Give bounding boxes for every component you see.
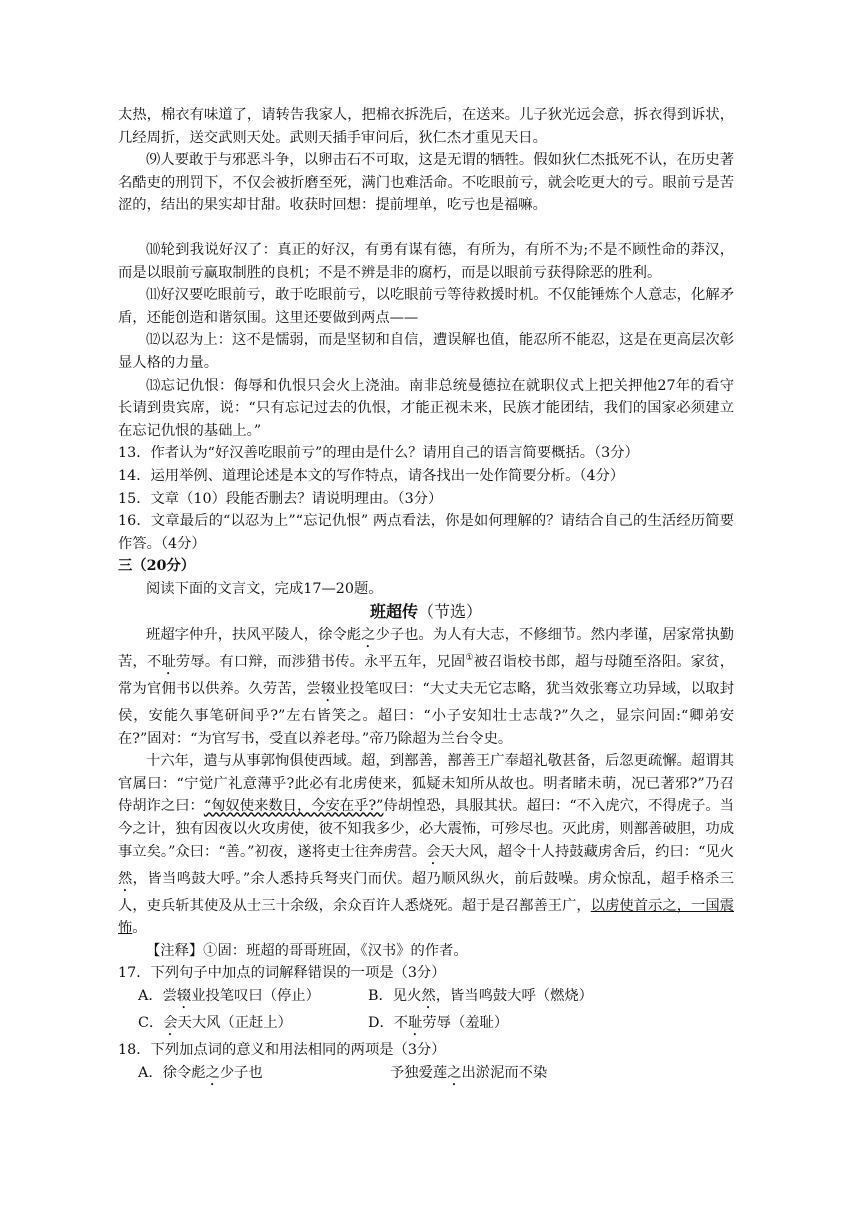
question-13: 13．作者认为“好汉善吃眼前亏”的理由是什么？请用自己的语言简要概括。（3分） [118, 445, 639, 462]
question-17: 17．下列句子中加点的词解释错误的一项是（3分） [118, 965, 446, 982]
passage-title: 班超传 [369, 602, 418, 622]
section-heading [118, 555, 734, 578]
dotted-char: 之 [361, 627, 376, 644]
question-14: 14．运用举例、道理论述是本文的写作特点，请各找出一处作简要分析。（4分） [118, 467, 625, 484]
passage-subtitle: （节选） [418, 602, 483, 622]
underlined-sentence: 以虏使首示之，一国震怖 [118, 897, 734, 937]
dotted-char: 会 [426, 843, 441, 860]
reading-instruction: 阅读下面的文言文，完成17—20题。 [146, 580, 383, 597]
question-18: 18．下列加点词的意义和用法相同的两项是（3分） [118, 1042, 446, 1058]
blank-gap [118, 217, 734, 239]
paragraph-13: ⒀忘记仇恨：侮辱和仇恨只会火上浇油。南非总统曼德拉在就职仪式上把关押他27年的看守长请到贵宾席，说：“只有忘记过去的仇恨，才能正视未来，民族才能团结，我们的国家必须建立在忘记仇恨的基础上。” [118, 377, 734, 439]
classical-paragraph-2: 十六年，遣与从事郭恂俱使西域。超，到鄯善，鄯善王广奉超礼敬甚备，后忽更疏懈。超谓其官属曰：“宁觉广礼意薄乎?此必有北虏使来，狐疑未知所从故也。明者睹未萌，况已著邪?”乃召侍胡诈之曰：“匈奴使来数日，今安在乎?”侍胡惶恐，具服其状。超曰：“不入虎穴，不得虎子。当今之计，独有因夜以火攻虏使，彼不知我多少，必大震怖，可殄尽也。灭此虏，则鄯善破胆，功成事立矣。”众曰：“善。”初夜，遂将吏士往奔虏营。会天大风，超令十人持鼓藏虏舍后，约曰：“见火然，皆当鸣鼓大呼。”余人悉持兵弩夹门而伏。超乃顺风纵火，前后鼓噪。虏众惊乱，超手格杀三人，吏兵斩其使及从士三十余级，余众百许人悉烧死。超于是召鄯善王广，以虏使首示之，一国震怖。 [118, 753, 735, 937]
q17-options-row-2 [118, 1012, 734, 1039]
q18-options-row-1 [118, 1062, 734, 1089]
paragraph-9: ⑼人要敢于与邪恶斗争，以卵击石不可取，这是无谓的牺牲。假如狄仁杰抵死不认，在历史著名酷吏的刑罚下，不仅会被折磨至死，满门也难活命。不吃眼前亏，就会吃更大的亏。眼前亏是苦涩的，结出的果实却甘甜。收获时回想：提前埋单，吃亏也是福嘛。 [118, 152, 734, 214]
classical-paragraph-1: 班超字仲升，扶风平陵人，徐令彪之少子也。为人有大志，不修细节。然内孝谨，居家常执勤苦，不耻劳辱。有口辩，而涉猎书传。永平五年，兄固①被召诣校书郎，超与母随至洛阳。家贫，常为官佣书以供养。久劳苦，尝辍业投笔叹曰：“大丈夫无它志略，犹当效张骞立功异域，以取封侯，安能久事笔研间乎?”左右皆笑之。超曰：“小子安知壮士志哉?”久之，显宗问固:“卿弟安在?”固对：“为官写书，受直以养老母。”帝乃除超为兰台令史。 [118, 627, 735, 747]
wavy-underlined-sentence: “匈奴使来数日，今安在乎?” [203, 798, 384, 815]
passage-title-row [118, 601, 734, 624]
footnote-marker: ① [465, 653, 474, 664]
dotted-char: 耻 [161, 654, 176, 671]
dotted-char: 辍 [320, 681, 336, 698]
paragraph-12: ⑿以忍为上：这不是懦弱，而是坚韧和自信，遭误解也值，能忍所不能忍，这是在更高层次彰显人格的力量。 [118, 332, 734, 371]
paragraph-8-continued: 太热，棉衣有味道了，请转告我家人，把棉衣拆洗后，在送来。儿子狄光远会意，拆衣得到诉状，几经周折，送交武则天处。武则天插手审问后，狄仁杰才重见天日。 [118, 107, 734, 146]
paragraph-10: ⑽轮到我说好汉了：真正的好汉，有勇有谋有德，有所为，有所不为;不是不顾性命的莽汉，而是以眼前亏赢取制胜的良机；不是不辨是非的腐朽，而是以眼前亏获得除恶的胜利。 [118, 241, 734, 281]
q17-option-a: A．尝辍业投笔叹曰（停止） [138, 988, 320, 1004]
question-15: 15．文章（10）段能否删去？请说明理由。（3分） [118, 490, 443, 507]
question-16: 16．文章最后的“以忍为上”“忘记仇恨” 两点看法，你是如何理解的？请结合自己的生活经历简要作答。（4分） [118, 513, 734, 552]
text-column [118, 104, 734, 1089]
q17-option-d: D．不耻劳辱（羞耻） [368, 1015, 509, 1031]
paragraph-11: ⑾好汉要吃眼前亏，敢于吃眼前亏，以吃眼前亏等待救援时机。不仅能锤炼个人意志，化解矛盾，还能创造和谐氛围。这里还要做到两点—— [118, 287, 734, 326]
q17-options-row-1 [118, 985, 734, 1012]
section-3-label: 三（20分） [118, 558, 196, 575]
q18-option-a-right: 予独爱莲之出淤泥而不染 [390, 1064, 548, 1081]
q17-option-b: B．见火然，皆当鸣鼓大呼（燃烧） [368, 988, 593, 1004]
dotted-char: 然 [118, 870, 133, 887]
annotation-note: 【注释】①固：班超的哥哥班固，《汉书》的作者。 [146, 942, 468, 959]
q18-option-a-left: A．徐令彪之少子也 [138, 1064, 263, 1081]
q17-option-c: C．会天大风（正赶上） [138, 1015, 292, 1031]
